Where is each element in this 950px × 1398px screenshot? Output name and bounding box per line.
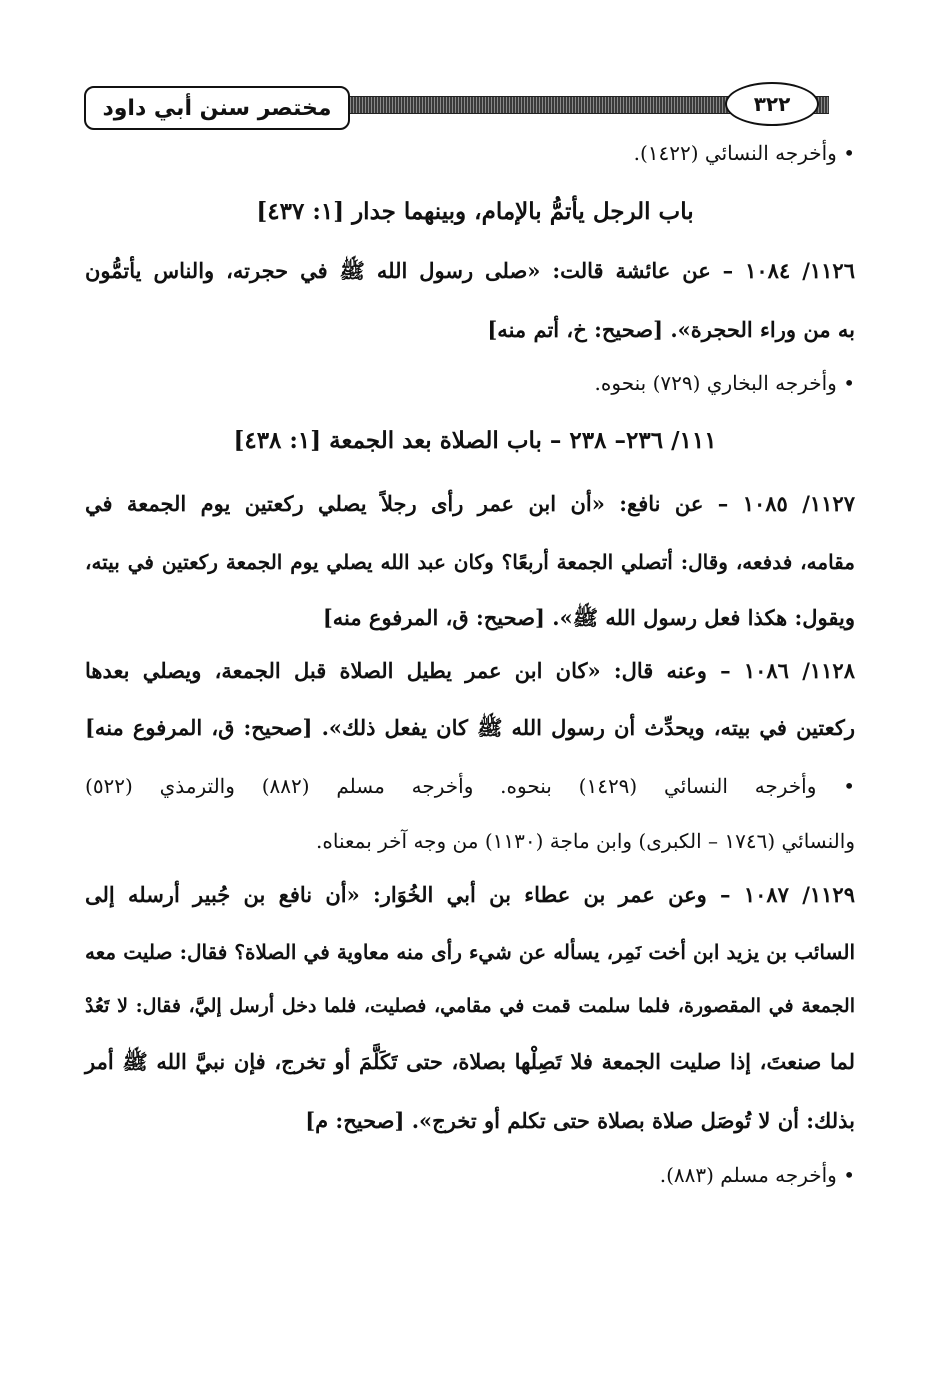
hadith-text-line: ركعتين في بيته، ويحدِّث أن رسول الله ﷺ كان يفعل ذلك». [صحيح: ق، المرفوع منه]: [85, 715, 855, 740]
chapter-heading: باب الرجل يأتمُّ بالإمام، وبينهما جدار [١: ٤٣٧]: [256, 198, 694, 225]
hadith-text-line: ١١٢٦/ ١٠٨٤ – عن عائشة قالت: «صلى رسول الله ﷺ في حجرته، والناس يأتمُّون: [85, 258, 855, 283]
chapter-heading: ١١١/ ٢٣٦– ٢٣٨ – باب الصلاة بعد الجمعة [١: ٤٣٨]: [233, 427, 717, 454]
takhrij-note: • وأخرجه النسائي (١٤٢٩) بنحوه. وأخرجه مسلم (٨٨٢) والترمذي (٥٢٢): [85, 774, 855, 798]
hadith-text-line: ١١٢٧/ ١٠٨٥ – عن نافع: «أن ابن عمر رأى رجلاً يصلي ركعتين يوم الجمعة في: [85, 491, 855, 516]
hadith-text-line: لما صنعتَ، إذا صليت الجمعة فلا تَصِلْها بصلاة، حتى تَكَلَّمَ أو تخرج، فإن نبيَّ الله ﷺ أمر: [85, 1049, 855, 1074]
takhrij-note: والنسائي (١٧٤٦ – الكبرى) وابن ماجة (١١٣٠) من وجه آخر بمعناه.: [316, 829, 855, 853]
hadith-text-line: به من وراء الحجرة». [صحيح: خ، أتم منه]: [487, 317, 855, 342]
takhrij-note: • وأخرجه النسائي (١٤٢٢).: [633, 141, 855, 165]
hadith-text-line: مقامه، فدفعه، وقال: أتصلي الجمعة أربعًا؟ وكان عبد الله يصلي يوم الجمعة ركعتين في بيته،: [85, 550, 855, 574]
page-header: [84, 82, 859, 132]
hadith-text-line: الجمعة في المقصورة، فلما سلمت قمت في مقامي، فصليت، فلما دخل أرسل إليَّ، فقال: لا تَعُدْ: [85, 995, 855, 1017]
hadith-text-line: ١١٢٨/ ١٠٨٦ – وعنه قال: «كان ابن عمر يطيل الصلاة قبل الجمعة، ويصلي بعدها: [85, 658, 855, 683]
hadith-text-line: ويقول: هكذا فعل رسول الله ﷺ». [صحيح: ق، المرفوع منه]: [322, 605, 855, 630]
hadith-text-line: السائب بن يزيد ابن أخت نَمِر، يسأله عن شيء رأى منه معاوية في الصلاة؟ فقال: صليت معه: [85, 940, 855, 964]
takhrij-note: • وأخرجه مسلم (٨٨٣).: [659, 1163, 855, 1187]
hadith-text-line: ١١٢٩/ ١٠٨٧ – وعن عمر بن عطاء بن أبي الخُوَار: «أن نافع بن جُبير أرسله إلى: [85, 882, 855, 907]
book-title: مختصر سنن أبي داود: [84, 86, 350, 130]
takhrij-note: • وأخرجه البخاري (٧٢٩) بنحوه.: [594, 371, 855, 395]
hadith-text-line: بذلك: أن لا تُوصَل صلاة بصلاة حتى تكلم أو تخرج». [صحيح: م]: [305, 1108, 855, 1133]
page-number: ٣٢٢: [725, 82, 819, 126]
